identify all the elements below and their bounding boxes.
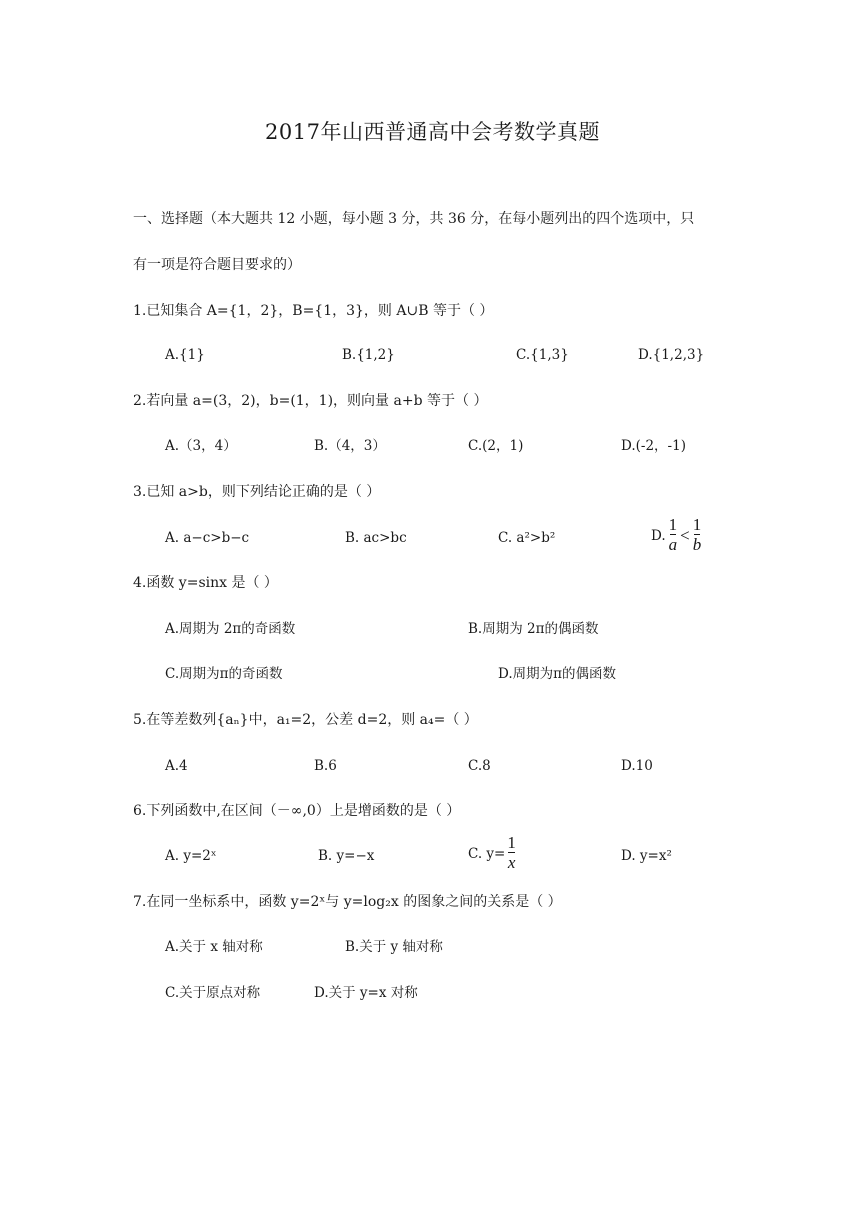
question-4-stem: 4.函数 y=sinx 是（ ）: [133, 575, 278, 591]
question-2-option-d: D.(-2，-1): [621, 438, 686, 454]
question-7-stem: 7.在同一坐标系中，函数 y=2ˣ与 y=log₂x 的图象之间的关系是（ ）: [133, 894, 562, 910]
question-3-option-c: C. a²>b²: [498, 530, 556, 546]
fraction-numerator: 1: [668, 515, 678, 534]
question-6-option-b: B. y=−x: [318, 848, 375, 864]
question-2-option-b: B.（4，3）: [314, 438, 386, 454]
question-5-option-c: C.8: [468, 758, 491, 774]
question-6-option-d: D. y=x²: [621, 848, 672, 864]
question-1-option-d: D.{1,2,3}: [638, 347, 705, 363]
question-3-option-a: A. a−c>b−c: [165, 530, 250, 546]
fraction-1-over-x: [507, 834, 516, 873]
question-4-option-a: A.周期为 2π的奇函数: [165, 621, 296, 637]
question-4-option-b: B.周期为 2π的偶函数: [468, 621, 599, 637]
option-c-label: C. y=: [468, 845, 506, 862]
question-6-stem: 6.下列函数中,在区间（－∞,0）上是增函数的是（ ）: [133, 803, 461, 819]
option-d-label: D.: [651, 527, 666, 544]
question-2-stem: 2.若向量 a=(3，2)，b=(1，1)，则向量 a+b 等于（ ）: [133, 393, 488, 409]
question-7-option-a: A.关于 x 轴对称: [165, 939, 263, 955]
fraction-denominator: b: [692, 535, 702, 554]
question-4-option-c: C.周期为π的奇函数: [165, 666, 283, 682]
question-4-option-d: D.周期为π的偶函数: [498, 666, 617, 682]
fraction-denominator: x: [507, 853, 516, 872]
question-5-option-d: D.10: [621, 758, 653, 774]
question-6-option-c: [468, 834, 516, 873]
less-than-sign: <: [680, 525, 690, 545]
question-1-stem: 1.已知集合 A={1，2}，B={1，3}，则 A∪B 等于（ ）: [133, 303, 494, 319]
fraction-denominator: a: [668, 535, 678, 554]
question-1-option-b: B.{1,2}: [342, 347, 395, 363]
question-3-option-b: B. ac>bc: [345, 530, 407, 546]
question-6-option-a: A. y=2ˣ: [165, 848, 217, 864]
question-7-option-c: C.关于原点对称: [165, 985, 261, 1001]
fraction-1-over-a: [669, 516, 678, 555]
fraction-numerator: 1: [507, 833, 516, 852]
fraction-1-over-b: [693, 516, 702, 555]
page-title: 2017年山西普通高中会考数学真题: [265, 120, 600, 144]
question-3-stem: 3.已知 a>b，则下列结论正确的是（ ）: [133, 484, 381, 500]
question-3-option-d: [651, 516, 701, 555]
question-1-option-c: C.{1,3}: [516, 347, 569, 363]
question-2-option-a: A.（3，4）: [165, 438, 237, 454]
question-7-option-b: B.关于 y 轴对称: [345, 939, 443, 955]
question-1-option-a: A.{1}: [165, 347, 205, 363]
fraction-numerator: 1: [692, 515, 702, 534]
section-heading-line2: 有一项是符合题目要求的）: [133, 257, 301, 273]
question-5-stem: 5.在等差数列{aₙ}中，a₁=2，公差 d=2，则 a₄=（ ）: [133, 712, 478, 728]
question-7-option-d: D.关于 y=x 对称: [314, 985, 418, 1001]
section-heading-line1: 一、选择题（本大题共 12 小题，每小题 3 分，共 36 分，在每小题列出的四个选项中，只: [133, 211, 695, 227]
question-5-option-b: B.6: [314, 758, 337, 774]
question-2-option-c: C.(2，1): [468, 438, 524, 454]
question-5-option-a: A.4: [165, 758, 188, 774]
